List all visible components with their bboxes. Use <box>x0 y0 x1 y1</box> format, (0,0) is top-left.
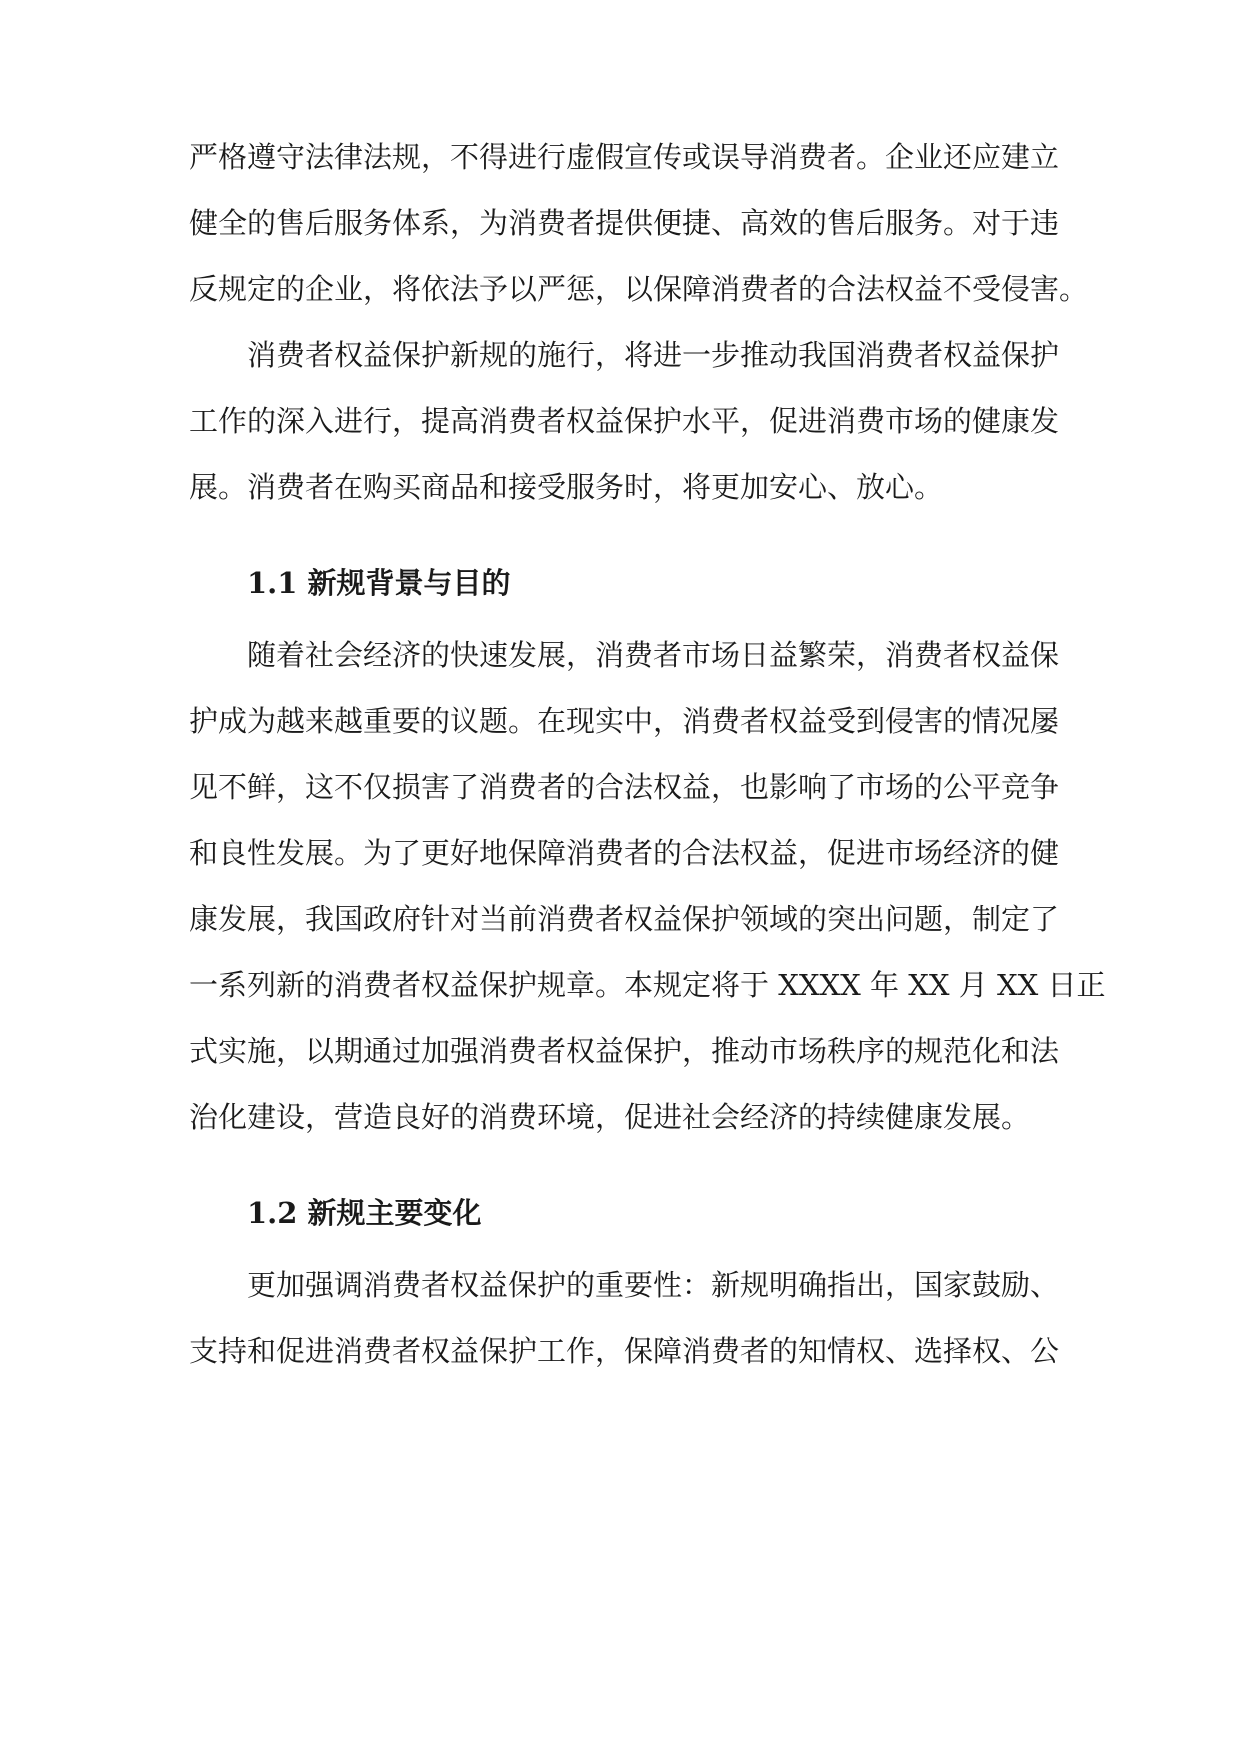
paragraph-line: 支持和促进消费者权益保护工作，保障消费者的知情权、选择权、公 <box>189 1334 1060 1368</box>
paragraph-line: 护成为越来越重要的议题。在现实中，消费者权益受到侵害的情况屡 <box>189 704 1060 738</box>
paragraph-line: 一系列新的消费者权益保护规章。本规定将于 XXXX 年 XX 月 XX 日正 <box>189 968 1106 1002</box>
paragraph-line: 健全的售后服务体系，为消费者提供便捷、高效的售后服务。对于违 <box>189 206 1060 240</box>
paragraph-line: 更加强调消费者权益保护的重要性：新规明确指出，国家鼓励、 <box>247 1268 1060 1302</box>
paragraph-line: 严格遵守法律法规，不得进行虚假宣传或误导消费者。企业还应建立 <box>189 140 1060 174</box>
section-heading: 1.2 新规主要变化 <box>247 1196 482 1230</box>
paragraph-line: 康发展，我国政府针对当前消费者权益保护领域的突出问题，制定了 <box>189 902 1060 936</box>
paragraph-line: 式实施，以期通过加强消费者权益保护，推动市场秩序的规范化和法 <box>189 1034 1060 1068</box>
paragraph-line: 见不鲜，这不仅损害了消费者的合法权益，也影响了市场的公平竞争 <box>189 770 1060 804</box>
paragraph-line: 和良性发展。为了更好地保障消费者的合法权益，促进市场经济的健 <box>189 836 1060 870</box>
paragraph-line: 随着社会经济的快速发展，消费者市场日益繁荣，消费者权益保 <box>247 638 1060 672</box>
paragraph-line: 治化建设，营造良好的消费环境，促进社会经济的持续健康发展。 <box>189 1100 1031 1134</box>
paragraph-line: 工作的深入进行，提高消费者权益保护水平，促进消费市场的健康发 <box>189 404 1060 438</box>
section-heading: 1.1 新规背景与目的 <box>247 566 511 600</box>
paragraph-line: 消费者权益保护新规的施行，将进一步推动我国消费者权益保护 <box>247 338 1060 372</box>
paragraph-line: 反规定的企业，将依法予以严惩，以保障消费者的合法权益不受侵害。 <box>189 272 1089 306</box>
paragraph-line: 展。消费者在购买商品和接受服务时，将更加安心、放心。 <box>189 470 944 504</box>
